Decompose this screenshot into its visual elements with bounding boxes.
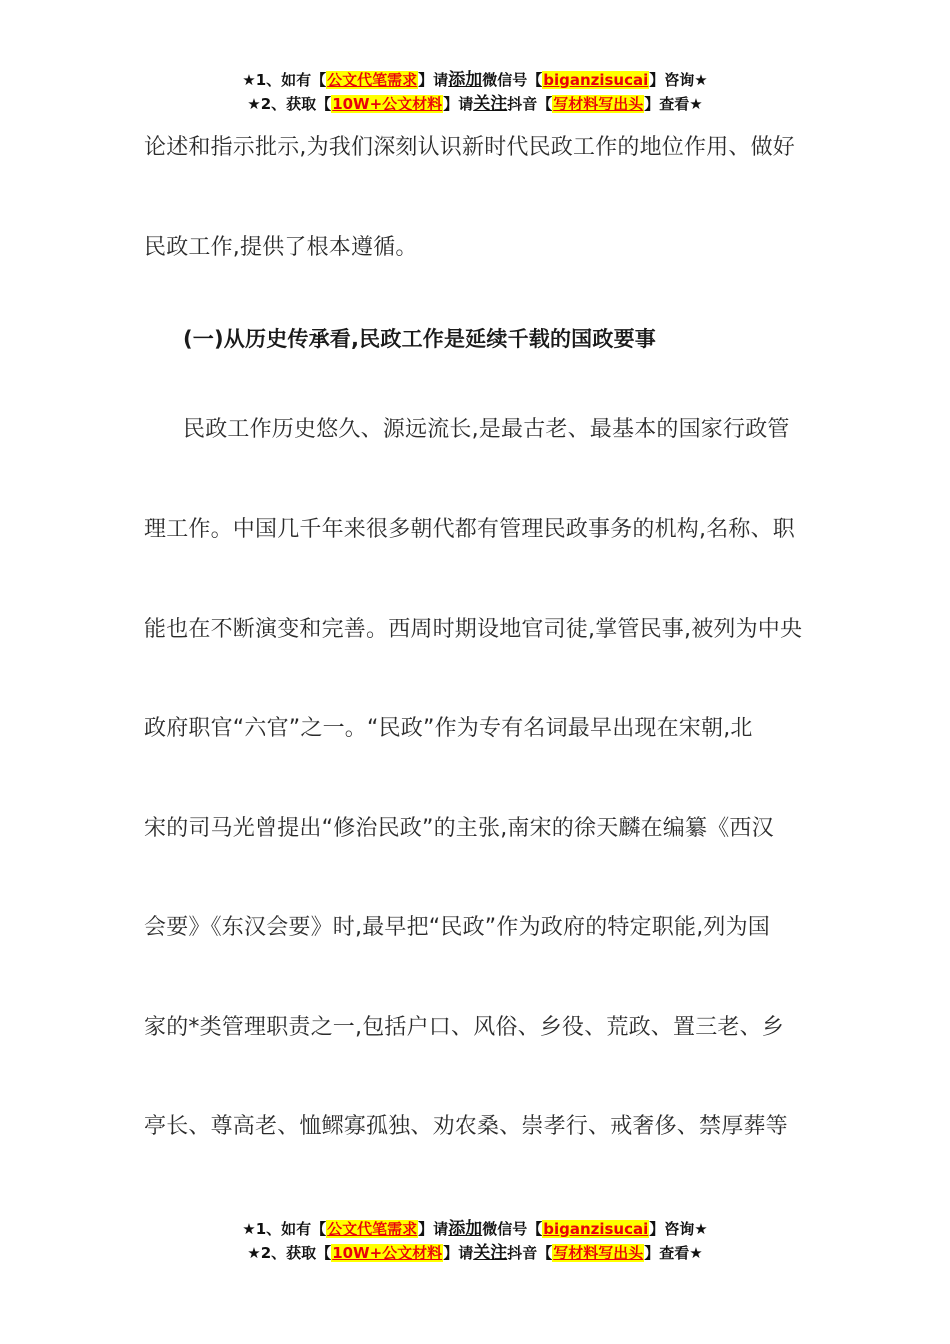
body-line: 政府职官“六官”之一。“民政”作为专有名词最早出现在宋朝,北 <box>144 716 753 741</box>
body-line: 会要》《东汉会要》时,最早把“民政”作为政府的特定职能,列为国 <box>144 915 770 940</box>
body-line: 家的*类管理职责之一,包括户口、风俗、乡役、荒政、置三老、乡 <box>144 1015 784 1040</box>
highlight-materials: 10W+公文材料 <box>332 95 443 113</box>
highlight-wechat-id: biganzisucai <box>543 71 649 89</box>
body-line: 理工作。中国几千年来很多朝代都有管理民政事务的机构,名称、职 <box>144 517 795 542</box>
banner-text: 】查看★ <box>644 1244 703 1262</box>
body-line: 民政工作,提供了根本遵循。 <box>144 235 418 260</box>
banner-text: 抖音【 <box>507 1244 553 1262</box>
banner-text: 】请 <box>418 71 449 89</box>
highlight-wechat-id: biganzisucai <box>543 1220 649 1238</box>
banner-text: ★2、获取【 <box>247 1244 332 1262</box>
banner-text: 微信号【 <box>482 1220 543 1238</box>
banner-text: ★2、获取【 <box>247 95 332 113</box>
underlined-word: 添加 <box>448 1219 483 1239</box>
body-line: 能也在不断演变和完善。西周时期设地官司徒,掌管民事,被列为中央 <box>144 617 803 642</box>
banner-text: ★1、如有【 <box>242 71 327 89</box>
highlight-service: 公文代笔需求 <box>327 71 418 89</box>
underlined-word: 关注 <box>473 1243 508 1263</box>
highlight-douyin: 写材料写出头 <box>553 95 644 113</box>
highlight-douyin: 写材料写出头 <box>553 1244 644 1262</box>
banner-line-2 <box>0 1241 950 1265</box>
banner-text: 】请 <box>443 1244 474 1262</box>
banner-text: ★1、如有【 <box>242 1220 327 1238</box>
highlight-materials: 10W+公文材料 <box>332 1244 443 1262</box>
body-line: 亭长、尊高老、恤鳏寡孤独、劝农桑、崇孝行、戒奢侈、禁厚葬等 <box>144 1114 788 1139</box>
banner-text: 】请 <box>418 1220 449 1238</box>
banner-line-1 <box>0 68 950 92</box>
banner-text: 】查看★ <box>644 95 703 113</box>
banner-line-2 <box>0 92 950 116</box>
section-heading: (一)从历史传承看,民政工作是延续千载的国政要事 <box>183 327 656 351</box>
banner-text: 】咨询★ <box>649 71 708 89</box>
body-line: 宋的司马光曾提出“修治民政”的主张,南宋的徐天麟在编纂《西汉 <box>144 816 774 841</box>
banner-line-1 <box>0 1217 950 1241</box>
highlight-service: 公文代笔需求 <box>327 1220 418 1238</box>
body-line: 论述和指示批示,为我们深刻认识新时代民政工作的地位作用、做好 <box>144 135 795 160</box>
banner-text: 】咨询★ <box>649 1220 708 1238</box>
header-banner <box>0 68 950 116</box>
footer-banner <box>0 1217 950 1265</box>
banner-text: 抖音【 <box>507 95 553 113</box>
underlined-word: 关注 <box>473 94 508 114</box>
body-line: 民政工作历史悠久、源远流长,是最古老、最基本的国家行政管 <box>183 417 790 442</box>
underlined-word: 添加 <box>448 70 483 90</box>
banner-text: 微信号【 <box>482 71 543 89</box>
banner-text: 】请 <box>443 95 474 113</box>
